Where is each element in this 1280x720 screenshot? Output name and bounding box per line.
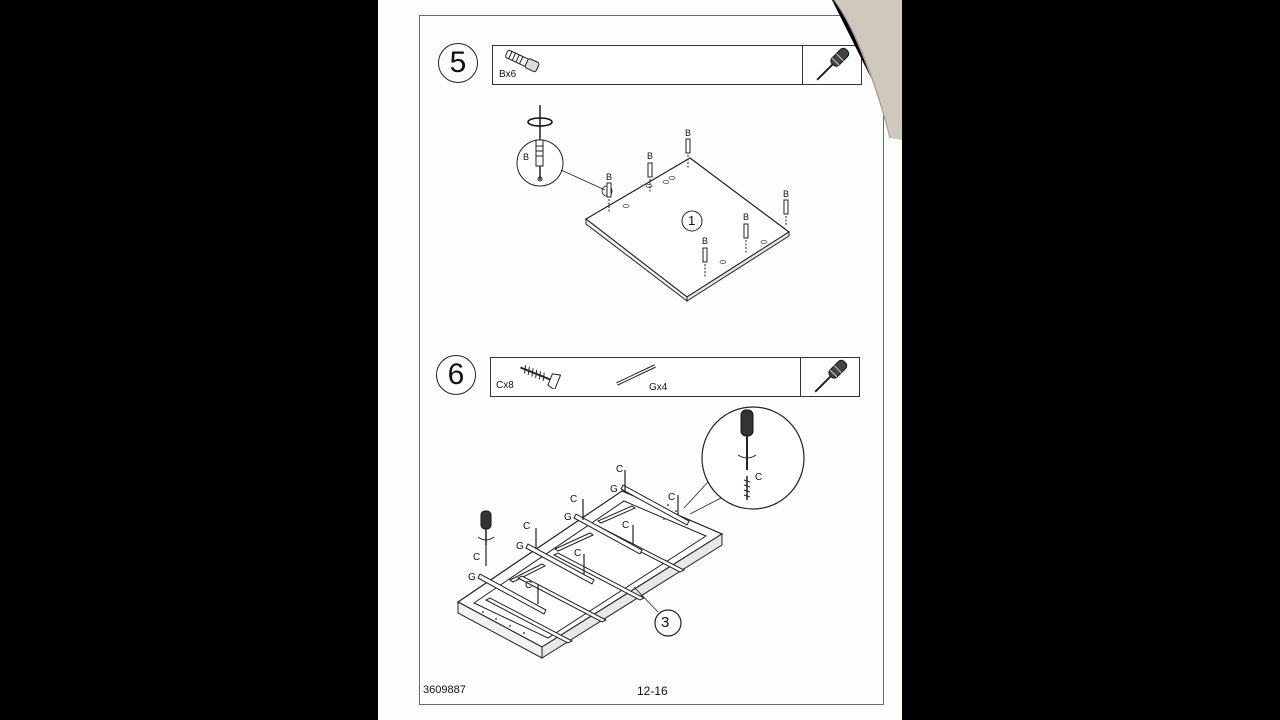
rod-label-g-2: G [516, 541, 524, 552]
page-curl [832, 0, 902, 140]
frame-number-3: 3 [661, 614, 670, 631]
panel-number-1: 1 [688, 213, 696, 228]
dowel-label-b-3: B [685, 128, 692, 138]
rod-label-g-4: G [610, 484, 618, 495]
part-c-quantity: Cx8 [496, 380, 514, 391]
screw-label-c-7: C [622, 520, 630, 531]
screw-label-c-1: C [473, 552, 481, 563]
rod-label-g-1: G [468, 572, 476, 583]
zoom-label-c: C [755, 472, 763, 483]
zoom-label-b: B [523, 152, 530, 162]
dowel-label-b-1: B [606, 172, 613, 182]
screw-label-c-3: C [570, 494, 578, 505]
page-number: 12-16 [637, 684, 668, 698]
product-code: 3609887 [423, 684, 466, 696]
screw-label-c-8: C [668, 492, 676, 503]
dowel-label-b-4: B [783, 189, 790, 199]
screw-label-c-6: C [574, 548, 582, 559]
screw-label-c-4: C [616, 464, 624, 475]
dowel-label-b-2: B [647, 151, 654, 161]
dowel-label-b-5: B [743, 212, 750, 222]
dowel-label-b-6: B [702, 236, 709, 246]
part-g-quantity: Gx4 [649, 382, 668, 393]
part-b-quantity: Bx6 [499, 69, 517, 80]
screw-label-c-2: C [523, 521, 531, 532]
screw-label-c-5: C [525, 580, 533, 591]
rod-label-g-3: G [564, 512, 572, 523]
manual-page [378, 0, 902, 720]
step-6-diagram [378, 0, 902, 720]
step-5-number: 5 [438, 43, 478, 83]
step-6-number: 6 [436, 355, 476, 395]
